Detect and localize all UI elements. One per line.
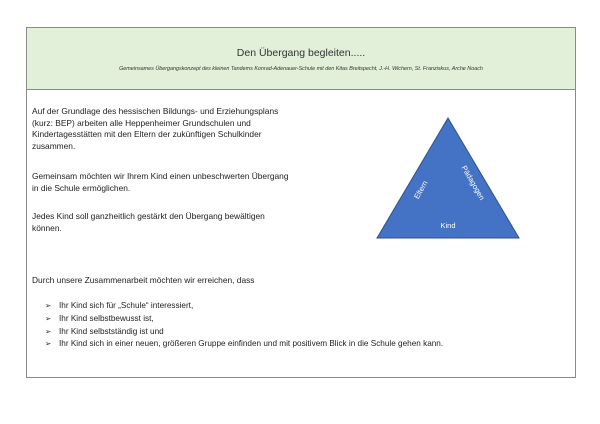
triangle-label-child: Kind bbox=[440, 221, 456, 230]
document-page bbox=[26, 27, 576, 378]
document-title: Den Übergang begleiten..... bbox=[236, 47, 366, 59]
triangle-label-parents: Eltern bbox=[412, 179, 430, 201]
intro-line: Kindertagesstätten mit den Eltern der zukünftigen Schulkinder bbox=[32, 129, 262, 140]
goal-text: Ihr Kind sich für „Schule“ interessiert, bbox=[59, 301, 194, 310]
partnership-triangle bbox=[375, 116, 521, 240]
holistic-paragraph bbox=[32, 211, 332, 234]
paragraph-line: können. bbox=[32, 222, 62, 233]
goal-text: Ihr Kind selbstbewusst ist, bbox=[59, 313, 154, 323]
arrow-bullet-icon: ➢ bbox=[45, 339, 52, 349]
list-item bbox=[45, 326, 565, 339]
arrow-bullet-icon: ➢ bbox=[45, 301, 52, 310]
paragraph-line: in die Schule ermöglichen. bbox=[32, 182, 131, 193]
list-item bbox=[45, 338, 565, 351]
list-item bbox=[45, 300, 565, 313]
paragraph-line: Jedes Kind soll ganzheitlich gestärkt den Übergang bewältigen bbox=[32, 211, 265, 221]
intro-paragraph bbox=[32, 106, 332, 152]
header-band bbox=[27, 28, 575, 90]
arrow-bullet-icon: ➢ bbox=[45, 326, 52, 336]
list-item bbox=[45, 313, 565, 326]
arrow-bullet-icon: ➢ bbox=[45, 313, 52, 323]
triangle-shape bbox=[377, 118, 519, 238]
paragraph-line: Gemeinsam möchten wir Ihrem Kind einen unbeschwerten Übergang bbox=[32, 171, 289, 181]
goal-text: Ihr Kind sich in einer neuen, größeren Gruppe einfinden und mit positivem Blick in die Schule gehen kann. bbox=[59, 339, 444, 349]
document-subtitle: Gemeinsames Übergangskonzept des kleinen Tandems Konrad-Adenauer-Schule mit den Kitas Breitspecht, J.-H. Wichern, St. Franziskus, Arche Noach bbox=[119, 66, 483, 72]
intro-line: Auf der Grundlage des hessischen Bildungs- und Erziehungsplans bbox=[32, 106, 279, 116]
triangle-label-educators: Pädagogen bbox=[459, 163, 487, 202]
intro-line: zusammen. bbox=[32, 140, 76, 151]
transition-paragraph bbox=[32, 171, 332, 194]
goal-text: Ihr Kind selbstständig ist und bbox=[59, 326, 164, 336]
intro-line: (kurz: BEP) arbeiten alle Heppenheimer Grundschulen und bbox=[32, 117, 251, 128]
goals-list bbox=[45, 300, 565, 351]
goals-intro: Durch unsere Zusammenarbeit möchten wir erreichen, dass bbox=[32, 275, 255, 285]
